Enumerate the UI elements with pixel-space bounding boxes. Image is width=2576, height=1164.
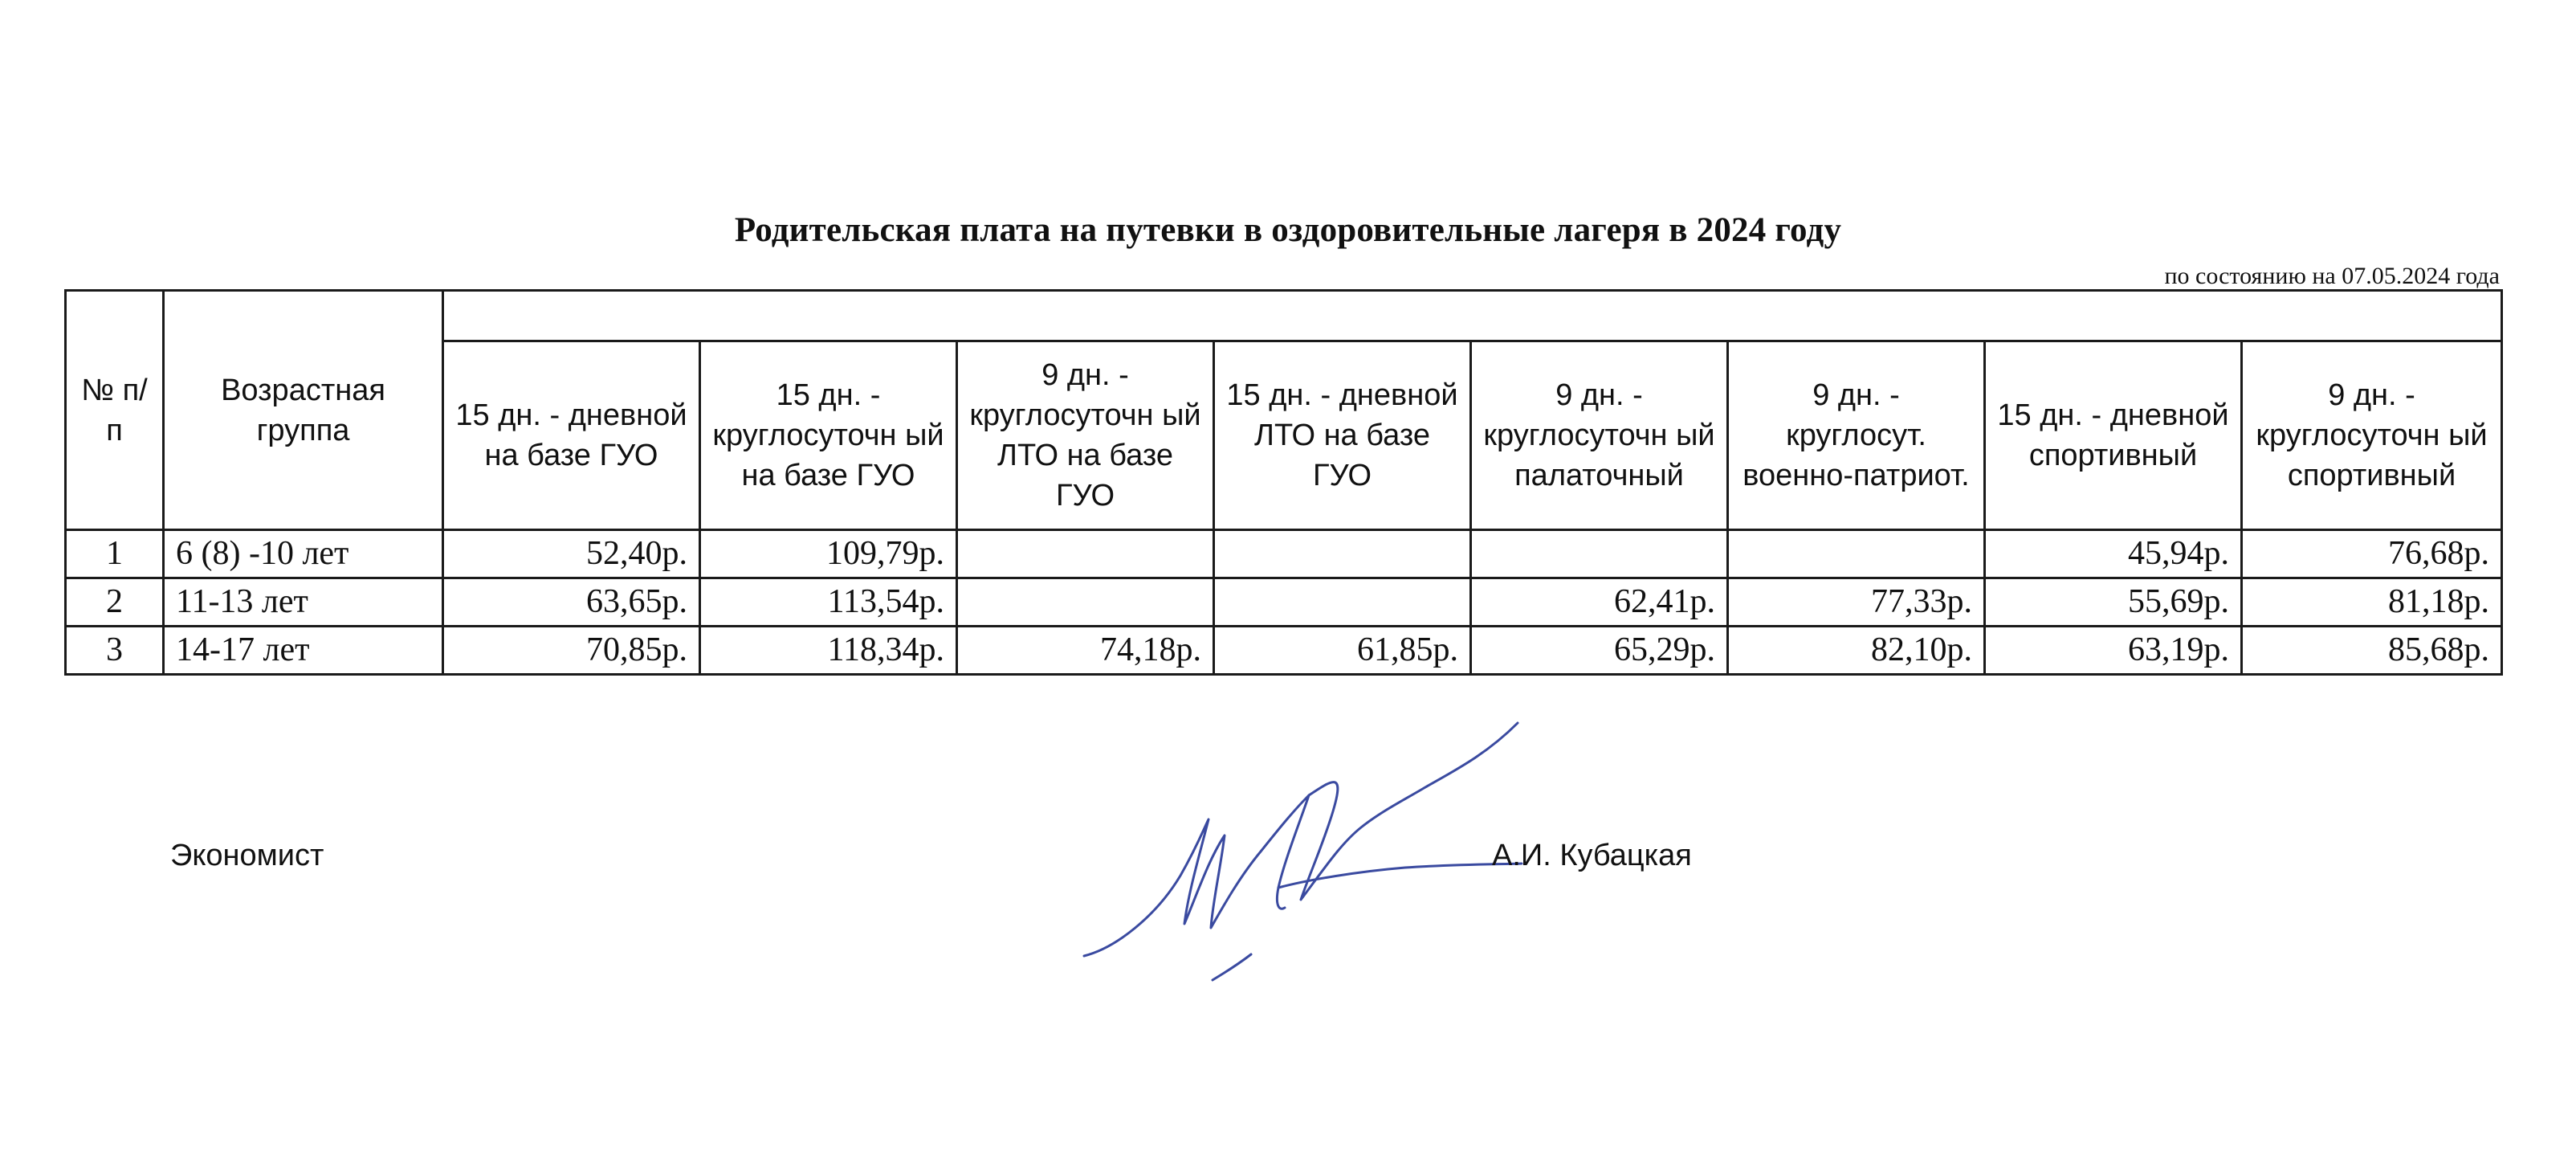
age-group-cell: 14-17 лет bbox=[164, 627, 443, 675]
price-cell bbox=[1214, 578, 1471, 627]
price-cell: 113,54р. bbox=[700, 578, 957, 627]
price-cell: 85,68р. bbox=[2242, 627, 2502, 675]
price-cell: 65,29р. bbox=[1471, 627, 1728, 675]
header-num: № п/п bbox=[66, 291, 164, 530]
price-cell: 109,79р. bbox=[700, 530, 957, 578]
price-cell: 55,69р. bbox=[1985, 578, 2242, 627]
age-group-cell: 6 (8) -10 лет bbox=[164, 530, 443, 578]
table-row bbox=[66, 627, 2502, 675]
age-group-cell: 11-13 лет bbox=[164, 578, 443, 627]
price-cell: 63,65р. bbox=[443, 578, 700, 627]
price-cell bbox=[1214, 530, 1471, 578]
column-header: 9 дн. - круглосуточн ый ЛТО на базе ГУО bbox=[957, 341, 1214, 530]
column-header: 9 дн. - круглосут. военно-патриот. bbox=[1728, 341, 1985, 530]
price-cell: 45,94р. bbox=[1985, 530, 2242, 578]
row-number: 1 bbox=[66, 530, 164, 578]
price-cell: 63,19р. bbox=[1985, 627, 2242, 675]
row-number: 2 bbox=[66, 578, 164, 627]
price-cell: 76,68р. bbox=[2242, 530, 2502, 578]
price-cell: 81,18р. bbox=[2242, 578, 2502, 627]
price-table bbox=[64, 289, 2503, 676]
as-of-date: по состоянию на 07.05.2024 года bbox=[2164, 263, 2500, 289]
price-cell bbox=[957, 530, 1214, 578]
price-cell: 118,34р. bbox=[700, 627, 957, 675]
signer-position: Экономист bbox=[170, 839, 324, 872]
header-group bbox=[443, 291, 2502, 341]
table-row bbox=[66, 530, 2502, 578]
price-cell bbox=[1471, 530, 1728, 578]
table-row bbox=[66, 578, 2502, 627]
price-cell bbox=[957, 578, 1214, 627]
handwritten-signature bbox=[1068, 715, 1534, 1020]
column-header: 9 дн. - круглосуточн ый палаточный bbox=[1471, 341, 1728, 530]
price-cell: 70,85р. bbox=[443, 627, 700, 675]
price-cell: 77,33р. bbox=[1728, 578, 1985, 627]
column-header: 9 дн. - круглосуточн ый спортивный bbox=[2242, 341, 2502, 530]
column-header: 15 дн. - дневной спортивный bbox=[1985, 341, 2242, 530]
price-cell: 74,18р. bbox=[957, 627, 1214, 675]
column-header: 15 дн. - дневной ЛТО на базе ГУО bbox=[1214, 341, 1471, 530]
table-group-header-row bbox=[66, 291, 2502, 341]
signer-name: А.И. Кубацкая bbox=[1492, 839, 1692, 872]
price-cell: 61,85р. bbox=[1214, 627, 1471, 675]
price-cell: 62,41р. bbox=[1471, 578, 1728, 627]
header-age-group: Возрастная группа bbox=[164, 291, 443, 530]
price-cell: 52,40р. bbox=[443, 530, 700, 578]
document-title: Родительская плата на путевки в оздоровительные лагеря в 2024 году bbox=[734, 211, 1842, 249]
column-header: 15 дн. - круглосуточн ый на базе ГУО bbox=[700, 341, 957, 530]
price-cell bbox=[1728, 530, 1985, 578]
price-cell: 82,10р. bbox=[1728, 627, 1985, 675]
row-number: 3 bbox=[66, 627, 164, 675]
column-header: 15 дн. - дневной на базе ГУО bbox=[443, 341, 700, 530]
